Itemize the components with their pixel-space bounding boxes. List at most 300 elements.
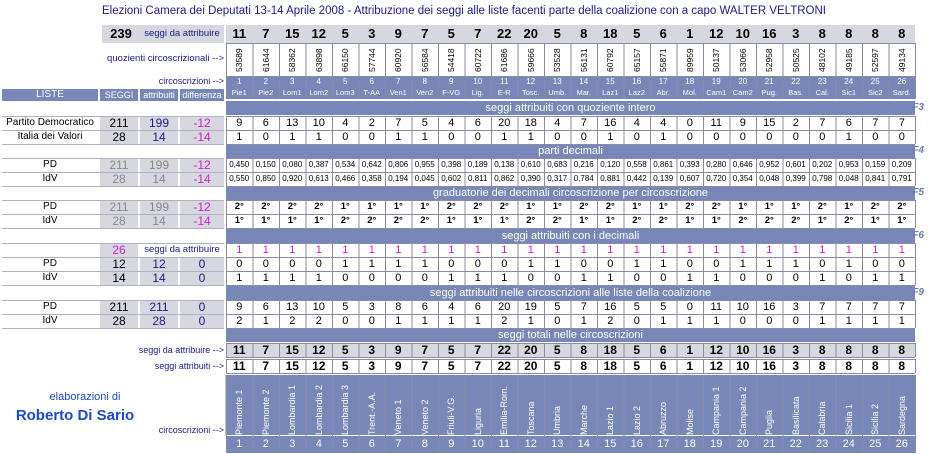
district-extra-seat: 1	[315, 244, 322, 256]
district-seats-to-assign: 3	[359, 343, 386, 357]
district-value: 2°	[817, 201, 827, 212]
district-value: 0	[554, 272, 561, 284]
district-seats: 5	[624, 25, 651, 43]
district-short: E-R	[491, 87, 518, 99]
district-value: 2	[236, 315, 243, 327]
district-seats-to-assign: 1	[677, 343, 704, 357]
district-long-name: Liguria	[465, 375, 492, 435]
district-extra-seat: 1	[342, 244, 349, 256]
district-seats: 8	[571, 25, 598, 43]
district-quotient: 56584	[419, 48, 430, 72]
district-value: 1	[607, 272, 614, 284]
district-number-bottom: 24	[836, 436, 863, 453]
section-title-decimal-seats: seggi attribuiti con i decimali	[226, 229, 915, 243]
district-value: 6	[262, 117, 269, 129]
district-seats: 8	[836, 25, 863, 43]
district-value: 1	[713, 272, 720, 284]
district-value: 1	[898, 272, 905, 284]
district-number: 20	[730, 76, 757, 87]
district-long-name: Campania 2	[730, 375, 757, 435]
district-value: 2°	[446, 201, 456, 212]
seats-assigned: 199	[140, 116, 178, 130]
seats-difference: -12	[180, 158, 224, 172]
district-value: 1°	[473, 215, 483, 226]
district-seats-assigned: 16	[762, 359, 776, 373]
district-short: Mar.	[571, 87, 598, 99]
district-value: 1	[554, 258, 561, 270]
header-attribuiti: attribuiti	[140, 89, 178, 101]
district-value: 0,850	[255, 174, 276, 183]
district-value: 1	[580, 272, 587, 284]
district-quotient: 58362	[287, 48, 297, 72]
district-value: 2°	[340, 215, 350, 226]
district-value: 2°	[738, 215, 748, 226]
district-value: 2°	[632, 215, 642, 226]
district-seats-assigned: 6	[659, 359, 667, 373]
district-value: 1°	[446, 215, 456, 226]
district-short: Lom3	[332, 87, 359, 99]
district-quotient: 59666	[525, 48, 536, 72]
district-seats: 15	[279, 25, 306, 43]
district-number-bottom: 14	[571, 436, 598, 453]
district-number: 22	[783, 76, 810, 87]
district-extra-seat: 1	[474, 244, 481, 256]
district-value: 1	[421, 131, 428, 143]
district-value: 0,209	[891, 160, 912, 169]
district-short: Cal.	[809, 87, 836, 99]
district-value: 0,466	[335, 174, 356, 183]
district-value: 1	[289, 131, 296, 143]
district-value: 0,646	[732, 160, 753, 169]
f3-label: F3	[912, 102, 924, 113]
district-seats-assigned: 12	[312, 359, 326, 373]
seats-assigned: 14	[140, 214, 178, 228]
district-seats: 7	[253, 25, 280, 43]
district-value: 2°	[897, 201, 907, 212]
district-number-bottom: 17	[650, 436, 677, 453]
district-number-bottom: 13	[544, 436, 571, 453]
district-value: 2°	[579, 201, 589, 212]
district-seats-to-assign: 8	[809, 343, 836, 357]
district-short: Pug.	[756, 87, 783, 99]
district-value: 0,048	[759, 174, 780, 183]
district-seats-assigned: 7	[262, 359, 270, 373]
district-value: 0	[554, 315, 561, 327]
districts-bottom-label: circoscrizioni -->	[158, 425, 224, 435]
district-seats-to-assign: 7	[412, 343, 439, 357]
district-value: 0	[819, 131, 826, 143]
district-quotient: 60722	[472, 48, 483, 72]
district-short: Abr.	[650, 87, 677, 99]
district-value: 1	[845, 131, 852, 143]
district-extra-seat: 1	[527, 244, 534, 256]
district-value: 1	[739, 258, 746, 270]
district-number-bottom: 18	[677, 436, 704, 453]
district-long-name: Piemonte 2	[253, 375, 280, 435]
district-seats: 9	[385, 25, 412, 43]
seats-total: 14	[100, 271, 138, 285]
district-value: 0,791	[891, 174, 912, 183]
district-short: Ven1	[385, 87, 412, 99]
district-value: 1°	[870, 215, 880, 226]
district-value: 2°	[234, 201, 244, 212]
district-value: 0,450	[229, 160, 250, 169]
district-number: 6	[359, 76, 386, 87]
district-value: 0,202	[812, 160, 833, 169]
district-value: 4	[448, 301, 455, 313]
district-value: 1	[262, 272, 269, 284]
district-value: 7	[872, 301, 879, 313]
header-seggi: SEGGI	[100, 89, 138, 101]
district-value: 1°	[314, 215, 324, 226]
district-value: 0	[554, 131, 561, 143]
district-long-name: Trent.-A.A.	[359, 375, 386, 435]
district-value: 1°	[261, 215, 271, 226]
district-value: 19	[524, 301, 537, 313]
district-short: Sic1	[836, 87, 863, 99]
district-number-bottom: 3	[279, 436, 306, 453]
district-value: 6	[421, 301, 428, 313]
district-value: 2°	[711, 201, 721, 212]
district-value: 1	[342, 258, 349, 270]
district-number-bottom: 1	[226, 436, 253, 453]
district-extra-seat: 1	[898, 244, 905, 256]
district-value: 0	[580, 258, 587, 270]
district-value: 1	[872, 272, 879, 284]
district-number-bottom: 26	[889, 436, 916, 453]
district-value: 0	[739, 315, 746, 327]
district-number: 23	[809, 76, 836, 87]
district-value: 0,881	[600, 174, 621, 183]
district-value: 1	[395, 258, 402, 270]
district-value: 0,216	[573, 160, 594, 169]
district-long-name: Sardegna	[889, 375, 916, 435]
district-number-bottom: 16	[624, 436, 651, 453]
district-value: 10	[312, 117, 325, 129]
district-value: 1	[262, 315, 269, 327]
district-number-bottom: 4	[306, 436, 333, 453]
district-short: Lom1	[279, 87, 306, 99]
district-seats: 5	[544, 25, 571, 43]
district-seats-to-assign: 3	[783, 343, 810, 357]
district-seats: 5	[332, 25, 359, 43]
district-short: Lom2	[306, 87, 333, 99]
seats-assigned-arrow-label: seggi attribuiti -->	[154, 361, 224, 371]
district-value: 1	[845, 258, 852, 270]
credits-label: elaborazioni di	[49, 391, 121, 403]
district-value: 1	[474, 315, 481, 327]
district-seats-to-assign: 5	[624, 343, 651, 357]
section-title-integer-quotient: seggi attribuiti con quoziente intero	[226, 101, 915, 115]
district-value: 5	[554, 301, 561, 313]
district-short: Cam1	[703, 87, 730, 99]
district-number: 10	[465, 76, 492, 87]
district-value: 4	[342, 117, 349, 129]
district-number: 2	[253, 76, 280, 87]
district-seats-assigned: 5	[447, 359, 455, 373]
district-seats-assigned: 22	[497, 359, 511, 373]
district-value: 0,399	[785, 174, 806, 183]
district-quotient: 53528	[552, 48, 562, 72]
district-value: 0,811	[468, 174, 488, 183]
seats-difference: -14	[180, 130, 224, 144]
district-value: 7	[898, 117, 905, 129]
district-seats-to-assign: 6	[650, 343, 677, 357]
section-title-rankings: graduatorie dei decimali circoscrizione per circoscrizione	[226, 186, 915, 200]
district-long-name: Campania 1	[703, 375, 730, 435]
district-value: 1°	[287, 215, 297, 226]
district-value: 1	[527, 258, 534, 270]
district-long-name: Veneto 1	[385, 375, 412, 435]
district-number: 9	[438, 76, 465, 87]
district-quotient: 63898	[313, 48, 324, 72]
district-short: Laz2	[624, 87, 651, 99]
district-value: 7	[819, 301, 826, 313]
district-value: 1	[607, 131, 614, 143]
seats-to-assign-label: seggi da attribuire	[140, 25, 224, 43]
seats-difference: -14	[180, 172, 224, 186]
district-value: 1	[633, 258, 640, 270]
district-number-bottom: 10	[465, 436, 492, 453]
district-number-bottom: 21	[756, 436, 783, 453]
district-seats-assigned: 7	[421, 359, 429, 373]
district-seats-assigned: 20	[524, 359, 538, 373]
district-value: 1	[448, 315, 455, 327]
district-seats-assigned: 9	[394, 359, 402, 373]
district-value: 0,358	[361, 174, 382, 183]
district-number-bottom: 2	[253, 436, 280, 453]
district-extra-seat: 1	[368, 244, 375, 256]
district-seats: 3	[359, 25, 386, 43]
district-value: 0	[766, 272, 773, 284]
district-value: 0	[448, 131, 455, 143]
district-value: 2°	[844, 215, 854, 226]
district-value: 0	[368, 131, 375, 143]
district-number: 15	[597, 76, 624, 87]
district-value: 2°	[420, 215, 430, 226]
header-differenza: differenza	[180, 89, 224, 101]
district-value: 7	[872, 117, 879, 129]
district-extra-seat: 1	[501, 244, 508, 256]
district-value: 0	[686, 301, 693, 313]
district-value: 0,194	[388, 174, 409, 183]
district-value: 0	[289, 258, 296, 270]
district-quotient: 49185	[843, 48, 854, 72]
district-value: 6	[262, 301, 269, 313]
district-value: 1°	[526, 201, 536, 212]
district-seats: 12	[306, 25, 333, 43]
district-number-bottom: 8	[412, 436, 439, 453]
seats-total: 28	[100, 172, 138, 186]
district-value: 11	[710, 117, 722, 129]
district-number: 24	[836, 76, 863, 87]
district-value: 1	[660, 131, 667, 143]
district-value: 3	[792, 301, 799, 313]
district-number-bottom: 15	[597, 436, 624, 453]
f4-label: F4	[912, 145, 924, 156]
list-name: IdV	[42, 173, 58, 184]
district-value: 16	[604, 117, 617, 129]
district-value: 10	[736, 301, 749, 313]
district-number: 18	[677, 76, 704, 87]
district-seats: 16	[756, 25, 783, 43]
district-quotient: 52597	[870, 48, 880, 72]
district-value: 0	[527, 272, 534, 284]
district-value: 10	[312, 301, 325, 313]
district-value: 0,720	[706, 174, 727, 183]
district-value: 5	[342, 301, 349, 313]
district-value: 0,354	[732, 174, 753, 183]
district-value: 2°	[870, 201, 880, 212]
district-value: 0	[474, 258, 481, 270]
district-value: 1	[766, 258, 773, 270]
district-value: 2°	[367, 215, 377, 226]
district-value: 1°	[685, 215, 695, 226]
district-value: 0	[686, 131, 693, 143]
district-seats: 18	[597, 25, 624, 43]
district-value: 2	[315, 315, 322, 327]
district-value: 1	[713, 315, 720, 327]
district-value: 16	[604, 301, 617, 313]
district-number-bottom: 6	[359, 436, 386, 453]
district-seats-to-assign: 20	[518, 343, 545, 357]
district-value: 7	[395, 117, 402, 129]
district-value: 15	[763, 117, 776, 129]
district-value: 0,080	[282, 160, 303, 169]
seats-difference: 0	[180, 257, 224, 271]
district-number: 12	[518, 76, 545, 87]
district-number: 21	[756, 76, 783, 87]
district-seats-to-assign: 12	[306, 343, 333, 357]
district-value: 4	[660, 117, 667, 129]
district-value: 0,841	[865, 174, 886, 183]
page-title: Elezioni Camera dei Deputati 13-14 Aprile 2008 - Attribuzione dei seggi alle liste facenti parte della coalizione con a capo WALTER VELTRONI	[101, 5, 827, 17]
district-seats-assigned: 15	[285, 359, 299, 373]
district-long-name: Lombardia 3	[332, 375, 359, 435]
district-value: 0	[262, 258, 269, 270]
district-short: Pie1	[226, 87, 253, 99]
district-value: 1	[660, 315, 667, 327]
quotients-label: quozienti circoscrizionali -->	[107, 53, 224, 64]
district-value: 0	[766, 315, 773, 327]
f6-label: F6	[912, 230, 924, 241]
district-extra-seat: 1	[448, 244, 455, 256]
district-long-name: Umbria	[544, 375, 571, 435]
district-value: 1°	[738, 201, 748, 212]
seats-difference: 0	[180, 314, 224, 328]
list-name: IdV	[42, 272, 58, 283]
district-value: 0	[739, 131, 746, 143]
district-value: 0,610	[520, 160, 541, 169]
district-quotient: 55871	[658, 48, 668, 72]
district-value: 1°	[791, 201, 801, 212]
district-extra-seat: 1	[580, 244, 587, 256]
district-long-name: Sicilia 1	[836, 375, 863, 435]
district-value: 0	[660, 272, 667, 284]
district-value: 1°	[499, 215, 509, 226]
district-seats: 7	[465, 25, 492, 43]
district-value: 20	[498, 117, 511, 129]
seats-total: 211	[100, 158, 138, 172]
district-value: 2	[607, 315, 614, 327]
district-quotient: 50525	[790, 48, 801, 72]
district-long-name: Calabria	[809, 375, 836, 435]
district-extra-seat: 1	[713, 244, 720, 256]
district-value: 13	[286, 117, 299, 129]
district-short: Bas.	[783, 87, 810, 99]
district-value: 0	[766, 131, 773, 143]
district-seats-assigned: 8	[818, 359, 826, 373]
district-short: Laz1	[597, 87, 624, 99]
district-number: 19	[703, 76, 730, 87]
district-quotient: 48102	[817, 48, 827, 72]
district-seats: 10	[730, 25, 757, 43]
district-seats-to-assign: 18	[597, 343, 624, 357]
district-seats-assigned: 5	[553, 359, 561, 373]
district-quotient: 60920	[393, 48, 403, 72]
district-seats: 1	[677, 25, 704, 43]
district-value: 0,683	[547, 160, 568, 169]
list-name: PD	[43, 201, 57, 212]
district-value: 20	[498, 301, 511, 313]
district-extra-seat: 1	[819, 244, 826, 256]
seats-difference: 0	[180, 271, 224, 285]
district-seats: 11	[226, 25, 253, 43]
district-seats-assigned: 18	[603, 359, 617, 373]
district-short: Tosc.	[518, 87, 545, 99]
district-value: 1	[421, 315, 428, 327]
district-value: 0	[474, 131, 481, 143]
district-value: 0,862	[494, 174, 515, 183]
district-value: 0	[342, 131, 349, 143]
district-value: 1	[819, 315, 826, 327]
district-value: 1	[898, 315, 905, 327]
district-value: 1°	[367, 201, 377, 212]
district-value: 1	[421, 258, 428, 270]
seats-assigned: 12	[140, 257, 178, 271]
district-extra-seat: 1	[554, 244, 561, 256]
district-long-name: Marche	[571, 375, 598, 435]
district-value: 0,442	[626, 174, 647, 183]
district-number-bottom: 23	[809, 436, 836, 453]
district-value: 0,952	[759, 160, 780, 169]
district-value: 0	[845, 272, 852, 284]
district-value: 0,920	[282, 174, 303, 183]
district-value: 0,601	[785, 160, 806, 169]
district-long-name: Puglia	[756, 375, 783, 435]
district-value: 0,317	[547, 174, 568, 183]
district-short: Sic2	[862, 87, 889, 99]
district-short: Ven2	[412, 87, 439, 99]
district-number: 16	[624, 76, 651, 87]
district-value: 0,280	[706, 160, 727, 169]
district-seats-to-assign: 7	[465, 343, 492, 357]
district-number: 5	[332, 76, 359, 87]
district-value: 0	[633, 131, 640, 143]
district-value: 0	[872, 131, 879, 143]
district-extra-seat: 1	[262, 244, 269, 256]
district-value: 0,642	[361, 160, 382, 169]
district-quotient: 60792	[605, 48, 615, 72]
list-name: IdV	[42, 315, 58, 326]
district-value: 4	[633, 117, 640, 129]
author-name: Roberto Di Sario	[15, 407, 135, 424]
f5-label: F5	[912, 187, 924, 198]
district-value: 8	[395, 301, 402, 313]
district-seats: 3	[783, 25, 810, 43]
seats-total: 28	[100, 130, 138, 144]
district-seats-to-assign: 8	[836, 343, 863, 357]
